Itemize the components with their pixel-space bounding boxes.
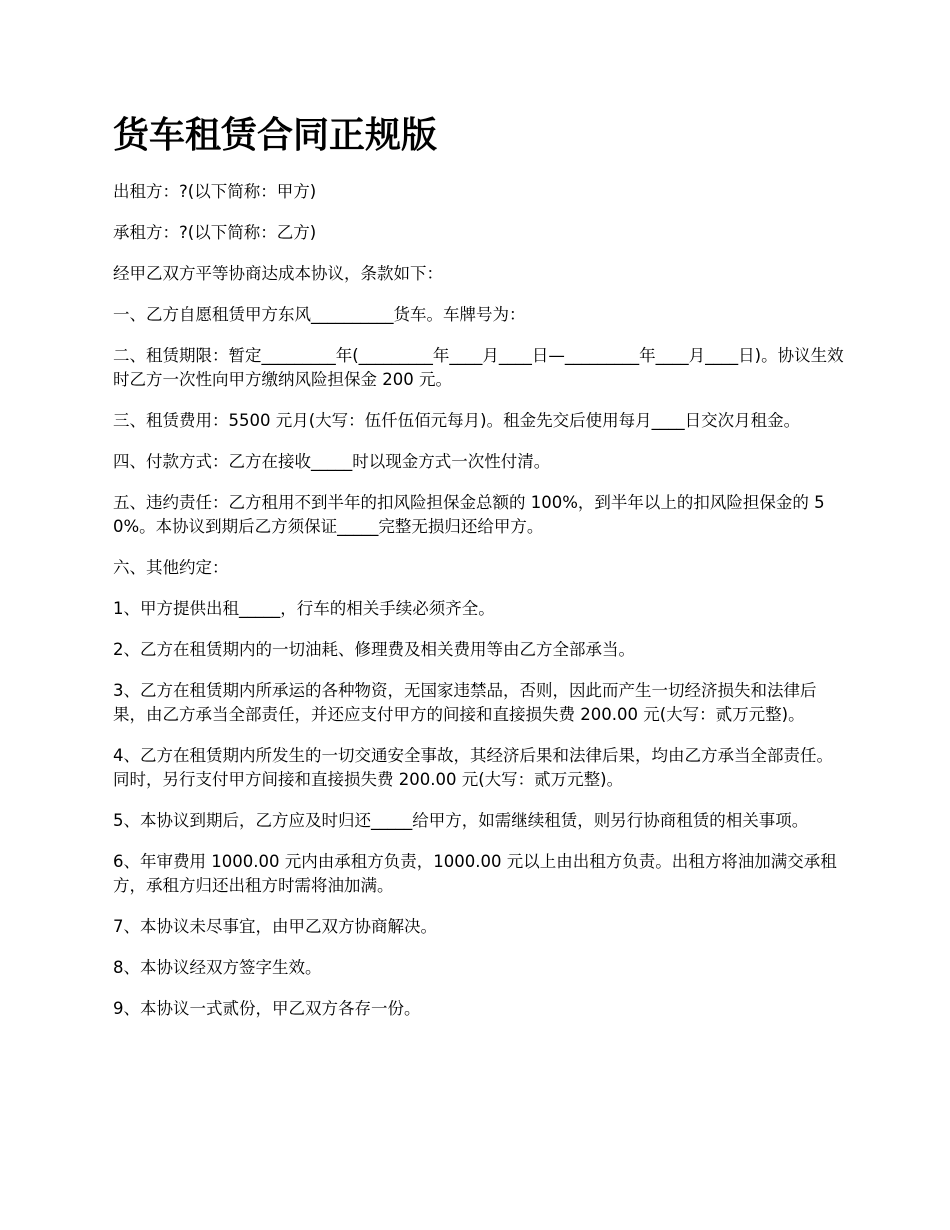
paragraph-item-7: 7、本协议未尽事宜，由甲乙双方协商解决。 [113,917,437,936]
document-body [113,180,848,1038]
paragraph-clause-1: 一、乙方自愿租赁甲方东风__________货车。车牌号为： [113,305,526,324]
paragraph-item-8: 8、本协议经双方签字生效。 [113,958,322,977]
paragraph-clause-6-heading: 六、其他约定： [113,558,229,577]
document-title: 货车租赁合同正规版 [113,115,438,156]
paragraph-clause-2: 二、租赁期限：暂定_________年(_________年____月____日—_________年____月____日)。协议生效时乙方一次性向甲方缴纳风险担保金 200 元。 [113,346,844,389]
paragraph-item-5: 5、本协议到期后，乙方应及时归还_____给甲方，如需继续租赁，则另行协商租赁的相关事项。 [113,811,809,830]
paragraph-item-6: 6、年审费用 1000.00 元内由承租方负责，1000.00 元以上由出租方负责。出租方将油加满交承租方，承租方归还出租方时需将油加满。 [113,852,837,895]
paragraph-item-1: 1、甲方提供出租_____，行车的相关手续必须齐全。 [113,599,495,618]
paragraph-clause-3: 三、租赁费用：5500 元月(大写：伍仟伍佰元每月)。租金先交后使用每月____日交次月租金。 [113,411,801,430]
paragraph-item-3: 3、乙方在租赁期内所承运的各种物资，无国家违禁品，否则，因此而产生一切经济损失和法律后果，由乙方承当全部责任，并还应支付甲方的间接和直接损失费 200.00 元(大写：贰万元整)。 [113,681,817,724]
paragraph-item-4: 4、乙方在租赁期内所发生的一切交通安全事故，其经济后果和法律后果，均由乙方承当全部责任。同时，另行支付甲方间接和直接损失费 200.00 元(大写：贰万元整)。 [113,746,833,789]
paragraph-lessee: 承租方：?(以下简称：乙方) [113,223,317,242]
paragraph-clause-5: 五、违约责任：乙方租用不到半年的扣风险担保金总额的 100%，到半年以上的扣风险担保金的 50%。本协议到期后乙方须保证_____完整无损归还给甲方。 [113,493,825,536]
paragraph-item-2: 2、乙方在租赁期内的一切油耗、修理费及相关费用等由乙方全部承当。 [113,640,635,659]
paragraph-item-9: 9、本协议一式贰份，甲乙双方各存一份。 [113,999,421,1018]
paragraph-lessor: 出租方：?(以下简称：甲方) [113,182,317,201]
paragraph-preamble: 经甲乙双方平等协商达成本协议，条款如下： [113,264,443,283]
paragraph-clause-4: 四、付款方式：乙方在接收_____时以现金方式一次性付清。 [113,452,551,471]
